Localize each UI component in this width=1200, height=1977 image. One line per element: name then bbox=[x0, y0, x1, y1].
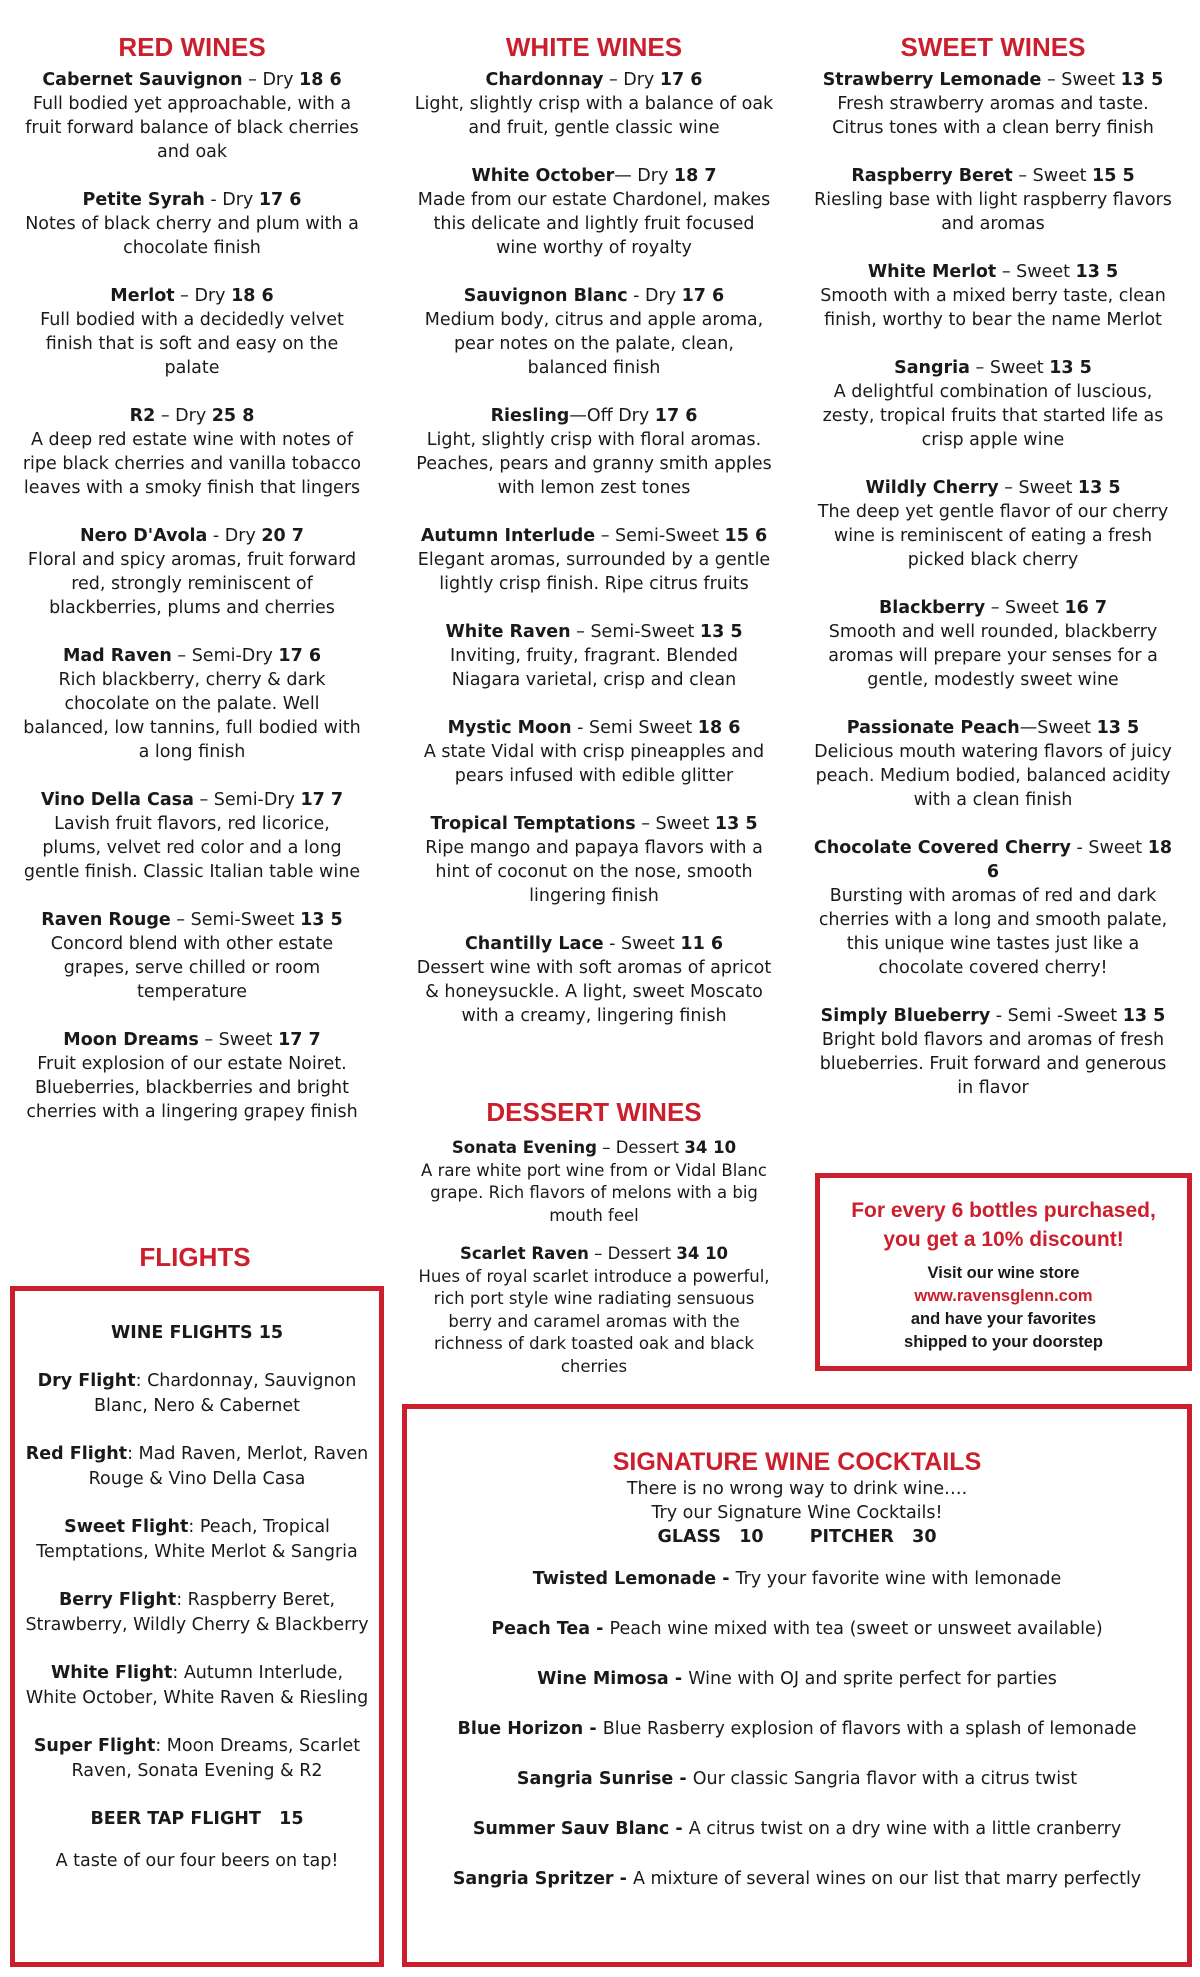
flight-entry bbox=[25, 1661, 369, 1710]
flights-title: FLIGHTS bbox=[139, 1242, 251, 1272]
dessert-wines-title: DESSERT WINES bbox=[486, 1097, 702, 1127]
wine-name: Mystic Moon bbox=[447, 718, 572, 738]
beer-tap-flight-heading: BEER TAP FLIGHT 15 bbox=[90, 1809, 304, 1829]
wine-name: Cabernet Sauvignon bbox=[42, 70, 243, 90]
wine-type: - Dry bbox=[204, 190, 259, 210]
wine-price: 15 6 bbox=[724, 526, 768, 546]
wine-type: – Sweet bbox=[998, 478, 1078, 498]
wine-price: 17 6 bbox=[654, 406, 698, 426]
flight-entry bbox=[25, 1734, 369, 1783]
wine-description: Made from our estate Chardonel, makes this delicate and lightly fruit focused wine worthy of royalty bbox=[417, 190, 771, 258]
wine-entry bbox=[22, 404, 362, 500]
wine-price: 13 5 bbox=[1120, 70, 1164, 90]
wine-entry bbox=[812, 356, 1174, 452]
wine-description: Full bodied yet approachable, with a fruit forward balance of black cherries and oak bbox=[25, 94, 359, 162]
cocktail-name: Sangria Spritzer - bbox=[452, 1869, 634, 1889]
pitcher-price: PITCHER 30 bbox=[809, 1527, 937, 1547]
promo-box bbox=[815, 1173, 1192, 1371]
wine-type: - Semi Sweet bbox=[571, 718, 698, 738]
cocktails-box bbox=[402, 1404, 1192, 1967]
wine-entry bbox=[413, 620, 775, 692]
wine-price: 16 7 bbox=[1064, 598, 1108, 618]
wine-description: Rich blackberry, cherry & dark chocolate on the palate. Well balanced, low tannins, full bodied with a long finish bbox=[23, 670, 361, 762]
white-wines-list bbox=[413, 68, 775, 1028]
wine-name: Sauvignon Blanc bbox=[463, 286, 628, 306]
wine-entry bbox=[413, 164, 775, 260]
wine-type: – Sweet bbox=[635, 814, 715, 834]
wine-entry bbox=[22, 188, 362, 260]
wine-price: 34 10 bbox=[676, 1244, 729, 1263]
wine-name: Nero D'Avola bbox=[80, 526, 208, 546]
wine-description: Bursting with aromas of red and dark cherries with a long and smooth palate, this unique wine tastes just like a chocolate covered cherry! bbox=[818, 886, 1168, 978]
wine-price: 17 7 bbox=[300, 790, 344, 810]
wine-entry bbox=[413, 1137, 775, 1227]
cocktail-entry bbox=[417, 1617, 1177, 1641]
flight-entry bbox=[25, 1588, 369, 1637]
wine-price: 18 6 bbox=[986, 838, 1173, 882]
wine-entry bbox=[413, 812, 775, 908]
wine-name: Tropical Temptations bbox=[430, 814, 636, 834]
wine-type: —Sweet bbox=[1019, 718, 1097, 738]
cocktail-description: Our classic Sangria flavor with a citrus twist bbox=[692, 1769, 1078, 1789]
flight-wines: : Raspberry Beret, Strawberry, Wildly Cherry & Blackberry bbox=[25, 1590, 369, 1635]
cocktail-name: Wine Mimosa - bbox=[537, 1669, 689, 1689]
red-wines-list bbox=[22, 68, 362, 1124]
wine-description: Riesling base with light raspberry flavors and aromas bbox=[814, 190, 1172, 234]
wine-price: 20 7 bbox=[261, 526, 304, 546]
wine-type: - Sweet bbox=[1070, 838, 1148, 858]
wine-name: Moon Dreams bbox=[63, 1030, 199, 1050]
wine-price: 17 6 bbox=[681, 286, 725, 306]
wine-name: Riesling bbox=[490, 406, 570, 426]
wine-entry bbox=[812, 596, 1174, 692]
wine-name: Sonata Evening bbox=[451, 1138, 597, 1157]
cocktails-intro-1: There is no wrong way to drink wine…. bbox=[626, 1479, 968, 1499]
wine-entry bbox=[22, 284, 362, 380]
wine-type: – Dry bbox=[174, 286, 232, 306]
cocktail-entry bbox=[417, 1817, 1177, 1841]
wine-description: Medium body, citrus and apple aroma, pear notes on the palate, clean, balanced finish bbox=[424, 310, 764, 378]
cocktail-description: Blue Rasberry explosion of flavors with a splash of lemonade bbox=[602, 1719, 1137, 1739]
beer-tap-flight-desc: A taste of our four beers on tap! bbox=[55, 1851, 339, 1871]
red-wines-column bbox=[22, 32, 362, 1148]
flight-wines: : Chardonnay, Sauvignon Blanc, Nero & Cabernet bbox=[93, 1371, 357, 1416]
white-wines-title: WHITE WINES bbox=[505, 32, 683, 62]
wine-description: A delightful combination of luscious, zesty, tropical fruits that started life as crisp apple wine bbox=[822, 382, 1164, 450]
wine-description: Fruit explosion of our estate Noiret. Blueberries, blackberries and bright cherries with a lingering grapey finish bbox=[26, 1054, 358, 1122]
flight-entry bbox=[25, 1369, 369, 1418]
wine-price: 13 5 bbox=[1049, 358, 1092, 378]
wine-entry bbox=[413, 284, 775, 380]
wine-entry bbox=[413, 716, 775, 788]
wine-price: 13 5 bbox=[300, 910, 343, 930]
flight-name: Dry Flight bbox=[37, 1371, 136, 1391]
wine-type: – Sweet bbox=[1012, 166, 1093, 186]
wine-price: 18 6 bbox=[231, 286, 274, 306]
wine-entry bbox=[413, 404, 775, 500]
cocktail-entry bbox=[417, 1567, 1177, 1591]
wine-entry bbox=[22, 788, 362, 884]
promo-favorites-text: and have your favorites bbox=[910, 1310, 1097, 1328]
wine-entry bbox=[413, 932, 775, 1028]
cocktail-name: Peach Tea - bbox=[491, 1619, 610, 1639]
wine-price: 13 5 bbox=[1096, 718, 1140, 738]
wine-type: – Dry bbox=[242, 70, 300, 90]
flight-name: Red Flight bbox=[25, 1444, 128, 1464]
flight-list bbox=[25, 1369, 369, 1783]
red-wines-title: RED WINES bbox=[118, 32, 266, 62]
wine-type: – Semi-Dry bbox=[171, 646, 279, 666]
wine-name: Merlot bbox=[110, 286, 175, 306]
cocktail-name: Sangria Sunrise - bbox=[516, 1769, 693, 1789]
flight-name: White Flight bbox=[50, 1663, 173, 1683]
flight-wines: : Autumn Interlude, White October, White Raven & Riesling bbox=[25, 1663, 369, 1708]
wine-entry bbox=[413, 1243, 775, 1378]
flight-wines: : Mad Raven, Merlot, Raven Rouge & Vino Della Casa bbox=[88, 1444, 369, 1489]
wine-entry bbox=[22, 68, 362, 164]
wine-description: Dessert wine with soft aromas of apricot & honeysuckle. A light, sweet Moscato with a creamy, lingering finish bbox=[416, 958, 772, 1026]
wine-price: 34 10 bbox=[684, 1138, 737, 1157]
wine-entry bbox=[812, 836, 1174, 980]
wine-description: Notes of black cherry and plum with a chocolate finish bbox=[25, 214, 359, 258]
promo-visit-text: Visit our wine store bbox=[927, 1264, 1080, 1282]
wine-description: Light, slightly crisp with floral aromas. Peaches, pears and granny smith apples with lemon zest tones bbox=[416, 430, 772, 498]
wine-name: Autumn Interlude bbox=[420, 526, 596, 546]
wine-type: - Dry bbox=[627, 286, 682, 306]
wine-type: —Off Dry bbox=[569, 406, 655, 426]
wine-description: A deep red estate wine with notes of ripe black cherries and vanilla tobacco leaves with a smoky finish that lingers bbox=[22, 430, 362, 498]
cocktail-description: A citrus twist on a dry wine with a little cranberry bbox=[688, 1819, 1122, 1839]
wine-entry bbox=[812, 476, 1174, 572]
wine-type: – Sweet bbox=[985, 598, 1065, 618]
wine-description: Lavish fruit flavors, red licorice, plums, velvet red color and a long gentle finish. Classic Italian table wine bbox=[23, 814, 361, 882]
wine-description: Light, slightly crisp with a balance of oak and fruit, gentle classic wine bbox=[414, 94, 774, 138]
promo-shipping-text: shipped to your doorstep bbox=[904, 1333, 1103, 1351]
wine-name: Sangria bbox=[894, 358, 970, 378]
cocktails-title: SIGNATURE WINE COCKTAILS bbox=[612, 1448, 982, 1476]
wine-price: 13 5 bbox=[1077, 478, 1121, 498]
wine-name: Wildly Cherry bbox=[865, 478, 999, 498]
wine-entry bbox=[812, 716, 1174, 812]
wine-name: Strawberry Lemonade bbox=[822, 70, 1042, 90]
wine-name: Blackberry bbox=[878, 598, 986, 618]
wine-name: Mad Raven bbox=[62, 646, 172, 666]
wine-name: Chardonnay bbox=[485, 70, 604, 90]
flight-name: Super Flight bbox=[33, 1736, 156, 1756]
wine-name: Chocolate Covered Cherry bbox=[813, 838, 1071, 858]
wine-entry bbox=[22, 1028, 362, 1124]
flight-entry bbox=[25, 1515, 369, 1564]
wine-name: Simply Blueberry bbox=[820, 1006, 991, 1026]
wine-type: – Semi-Sweet bbox=[170, 910, 301, 930]
wine-description: Floral and spicy aromas, fruit forward red, strongly reminiscent of blackberries, plums and cherries bbox=[27, 550, 357, 618]
cocktail-entry bbox=[417, 1767, 1177, 1791]
wine-type: - Semi -Sweet bbox=[990, 1006, 1123, 1026]
wine-type: - Dry bbox=[207, 526, 262, 546]
wine-description: Concord blend with other estate grapes, serve chilled or room temperature bbox=[50, 934, 334, 1002]
wine-name: Petite Syrah bbox=[82, 190, 205, 210]
cocktail-description: Wine with OJ and sprite perfect for parties bbox=[688, 1669, 1057, 1689]
flight-wines: : Peach, Tropical Temptations, White Merlot & Sangria bbox=[36, 1517, 358, 1562]
cocktail-description: A mixture of several wines on our list that marry perfectly bbox=[633, 1869, 1142, 1889]
wine-description: Hues of royal scarlet introduce a powerful, rich port style wine radiating sensuous berry and caramel aromas with the richness of dark toasted oak and black cherries bbox=[418, 1266, 770, 1376]
wine-name: Raspberry Beret bbox=[851, 166, 1013, 186]
cocktail-name: Twisted Lemonade - bbox=[532, 1569, 736, 1589]
wine-description: Elegant aromas, surrounded by a gentle lightly crisp finish. Ripe citrus fruits bbox=[417, 550, 771, 594]
wine-price: 17 6 bbox=[278, 646, 322, 666]
wine-price: 18 6 bbox=[697, 718, 741, 738]
wine-price: 13 5 bbox=[714, 814, 758, 834]
wine-name: Raven Rouge bbox=[41, 910, 171, 930]
wine-type: – Sweet bbox=[996, 262, 1076, 282]
wine-type: – Dry bbox=[603, 70, 660, 90]
flight-name: Berry Flight bbox=[58, 1590, 177, 1610]
wine-price: 13 5 bbox=[1122, 1006, 1166, 1026]
wine-type: – Semi-Sweet bbox=[570, 622, 700, 642]
flights-box bbox=[10, 1286, 384, 1967]
wine-description: Delicious mouth watering flavors of juicy peach. Medium bodied, balanced acidity with a clean finish bbox=[814, 742, 1172, 810]
wine-name: White Merlot bbox=[867, 262, 997, 282]
wine-description: Ripe mango and papaya flavors with a hint of coconut on the nose, smooth lingering finish bbox=[425, 838, 763, 906]
wine-type: – Sweet bbox=[1041, 70, 1121, 90]
wine-name: Chantilly Lace bbox=[464, 934, 604, 954]
sweet-wines-title: SWEET WINES bbox=[900, 32, 1086, 62]
wine-type: - Sweet bbox=[603, 934, 681, 954]
promo-offer-line-2: you get a 10% discount! bbox=[883, 1228, 1124, 1251]
cocktails-intro-2: Try our Signature Wine Cocktails! bbox=[651, 1503, 943, 1523]
wine-price: 18 7 bbox=[673, 166, 717, 186]
dessert-wines-list bbox=[413, 1137, 775, 1378]
white-wines-column bbox=[413, 32, 775, 1052]
wine-entry bbox=[812, 68, 1174, 140]
wine-type: – Dry bbox=[155, 406, 212, 426]
wine-type: — Dry bbox=[614, 166, 674, 186]
wine-type: – Semi-Dry bbox=[193, 790, 301, 810]
wine-name: White Raven bbox=[445, 622, 571, 642]
wine-price: 25 8 bbox=[211, 406, 255, 426]
wine-name: Passionate Peach bbox=[846, 718, 1020, 738]
wine-price: 15 5 bbox=[1092, 166, 1135, 186]
wine-type: – Sweet bbox=[969, 358, 1050, 378]
wine-description: Smooth with a mixed berry taste, clean finish, worthy to bear the name Merlot bbox=[820, 286, 1166, 330]
wine-description: Inviting, fruity, fragrant. Blended Niagara varietal, crisp and clean bbox=[449, 646, 739, 690]
wine-type: – Semi-Sweet bbox=[595, 526, 725, 546]
wine-description: A rare white port wine from or Vidal Blanc grape. Rich flavors of melons with a big mouth feel bbox=[421, 1160, 767, 1225]
wine-description: Bright bold flavors and aromas of fresh blueberries. Fruit forward and generous in flavor bbox=[819, 1030, 1167, 1098]
wine-entry bbox=[22, 908, 362, 1004]
promo-offer-line-1: For every 6 bottles purchased, bbox=[851, 1199, 1156, 1222]
cocktail-entry bbox=[417, 1867, 1177, 1891]
wine-entry bbox=[812, 1004, 1174, 1100]
wine-name: Scarlet Raven bbox=[459, 1244, 589, 1263]
wine-type: – Dessert bbox=[596, 1138, 685, 1157]
flight-name: Sweet Flight bbox=[64, 1517, 189, 1537]
dessert-wines-column bbox=[413, 1097, 775, 1394]
wine-price: 17 6 bbox=[258, 190, 302, 210]
cocktail-name: Summer Sauv Blanc - bbox=[472, 1819, 689, 1839]
wine-price: 13 5 bbox=[699, 622, 743, 642]
cocktail-name: Blue Horizon - bbox=[457, 1719, 603, 1739]
wine-name: R2 bbox=[129, 406, 156, 426]
wine-price: 13 5 bbox=[1075, 262, 1119, 282]
sweet-wines-column bbox=[812, 32, 1174, 1124]
wine-type: – Sweet bbox=[198, 1030, 279, 1050]
wine-description: Fresh strawberry aromas and taste. Citrus tones with a clean berry finish bbox=[832, 94, 1154, 138]
wine-description: A state Vidal with crisp pineapples and pears infused with edible glitter bbox=[423, 742, 765, 786]
sweet-wines-list bbox=[812, 68, 1174, 1100]
wine-flights-heading: WINE FLIGHTS 15 bbox=[110, 1323, 284, 1343]
cocktails-pricing bbox=[417, 1525, 1177, 1549]
wine-entry bbox=[812, 260, 1174, 332]
wine-description: The deep yet gentle flavor of our cherry wine is reminiscent of eating a fresh picked black cherry bbox=[817, 502, 1169, 570]
promo-store-info bbox=[828, 1262, 1179, 1354]
cocktail-description: Try your favorite wine with lemonade bbox=[735, 1569, 1062, 1589]
glass-price: GLASS 10 bbox=[657, 1527, 764, 1547]
cocktail-description: Peach wine mixed with tea (sweet or unsweet available) bbox=[609, 1619, 1103, 1639]
wine-entry bbox=[413, 524, 775, 596]
wine-entry bbox=[22, 524, 362, 620]
store-link[interactable]: www.ravensglenn.com bbox=[914, 1287, 1093, 1305]
wine-entry bbox=[413, 68, 775, 140]
wine-price: 18 6 bbox=[299, 70, 342, 90]
flight-entry bbox=[25, 1442, 369, 1491]
wine-entry bbox=[812, 164, 1174, 236]
cocktail-list bbox=[417, 1567, 1177, 1891]
wine-price: 11 6 bbox=[680, 934, 724, 954]
wine-description: Smooth and well rounded, blackberry aromas will prepare your senses for a gentle, modestly sweet wine bbox=[828, 622, 1158, 690]
wine-price: 17 7 bbox=[278, 1030, 321, 1050]
cocktail-entry bbox=[417, 1667, 1177, 1691]
wine-type: – Dessert bbox=[588, 1244, 677, 1263]
wine-name: White October bbox=[471, 166, 615, 186]
flight-wines: : Moon Dreams, Scarlet Raven, Sonata Evening & R2 bbox=[71, 1736, 361, 1781]
wine-name: Vino Della Casa bbox=[40, 790, 194, 810]
wine-price: 17 6 bbox=[659, 70, 703, 90]
cocktail-entry bbox=[417, 1717, 1177, 1741]
wine-entry bbox=[22, 644, 362, 764]
wine-description: Full bodied with a decidedly velvet finish that is soft and easy on the palate bbox=[40, 310, 344, 378]
